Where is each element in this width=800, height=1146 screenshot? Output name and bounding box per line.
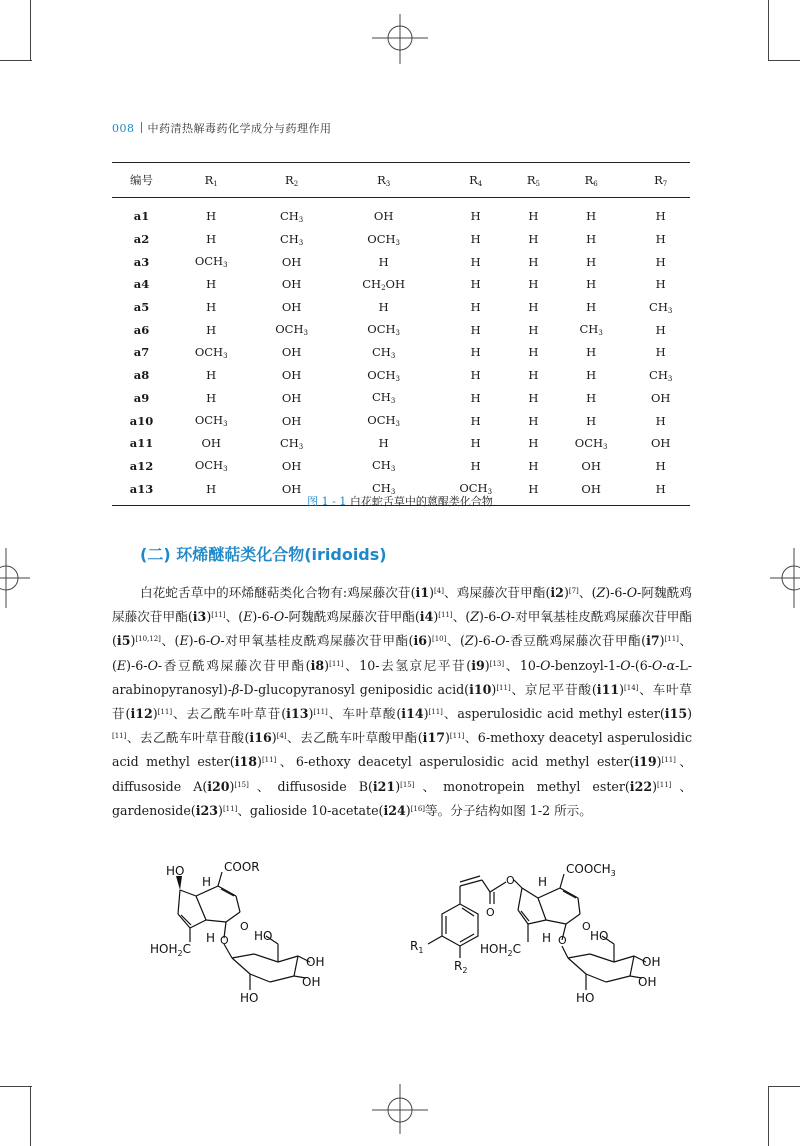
label-oh: OH [642,955,661,969]
substituent-cell: OH [281,458,302,473]
substituent-cell: $OCH_3$ [194,254,228,270]
compound-id: a2 [133,232,150,247]
substituent-cell: H [655,232,666,247]
substituent-cell: H [631,477,690,505]
substituent-cell: $CH_3$ [279,208,304,224]
substituent-cell: OH [281,345,302,360]
table-header-row [112,163,690,198]
crop-mark [768,60,800,61]
substituent-cell: $CH_3$ [371,390,396,406]
substituent-cell: $CH_3$ [649,367,673,383]
substituent-cell: H [528,436,539,451]
substituent-cell: $OCH_3$ [367,322,400,338]
label-ho: HO [166,864,185,878]
substituent-cell: OH [281,390,302,405]
substituent-cell: $OCH_3$ [574,435,608,451]
substituent-cell: OH [650,436,671,451]
substituent-cell: H [655,277,666,292]
label-ho: HO [254,929,273,943]
substituent-cell: H [206,390,217,405]
col-header-r2: $R_2$ [251,163,331,198]
crop-mark [768,0,769,60]
compound-id: a11 [129,436,154,451]
substituent-cell: H [586,345,597,360]
substituent-cell: H [586,277,597,292]
label-r2: $R_2$ [454,959,468,975]
label-h: H [206,931,216,945]
substituent-cell: H [206,277,217,292]
col-header-r1: $R_1$ [171,163,251,198]
compound-id: a9 [133,390,150,405]
label-o: O [240,920,249,933]
structure-iridoid-glycoside [150,858,350,1008]
substituent-cell: H [206,300,217,315]
label-r1: $R_1$ [410,939,424,955]
substituent-cell: OH [251,477,331,505]
substituent-cell: H [655,413,666,428]
substituent-cell: H [655,322,666,337]
header-divider [141,122,142,133]
substituent-cell: H [655,458,666,473]
label-ho: HO [576,991,595,1005]
substituent-cell: H [586,390,597,405]
substituent-cell: $CH_3$ [279,231,304,247]
label-o: O [582,920,591,933]
substituent-cell: H [470,232,481,247]
compound-id: a13 [112,477,171,505]
label-h: H [202,875,212,889]
substituent-cell: H [470,458,481,473]
substituent-cell: H [206,209,217,224]
table-row [112,341,690,364]
table-row [112,432,690,455]
body-paragraph: 白花蛇舌草中的环烯醚萜类化合物有:鸡屎藤次苷(i1)[4]、鸡屎藤次苷甲酯(i2)[7]、(Z)-6-O-阿魏酰鸡屎藤次苷甲酯(i3)[11]、(E)-6-O-阿魏酰鸡屎藤次苷甲酯(i4)[11]、(Z)-6-O-对甲氧基桂皮酰鸡屎藤次苷甲酯(i5)[10,12]、(E)-6-O-对甲氧基桂皮酰鸡屎藤次苷甲酯(i6)[10]、(Z)-6-O-香豆酰鸡屎藤次苷甲酯(i7)[11]、(E)-6-O-香豆酰鸡屎藤次苷甲酯(i8)[11]、10-去氢京尼平苷(i9)[13]、10-O-benzoyl-1-O-(6-O-α-L-arabinopyranosyl)-β-D-glucopyranosyl geniposidic acid(i10)[11]、京尼平苷酸(i11)[14]、车叶草苷(i12)[11]、去乙酰车叶草苷(i13)[11]、车叶草酸(i14)[11]、asperulosidic acid methyl ester(i15)[11]、去乙酰车叶草苷酸(i16)[4]、去乙酰车叶草酸甲酯(i17)[11]、6-methoxy deacetyl asperulosidic acid methyl ester(i18)[11]、6-ethoxy deacetyl asperulosidic acid methyl ester(i19)[11]、diffusoside A(i20)[15]、diffusoside B(i21)[15]、monotropein methyl ester(i22)[11]、gardenoside(i23)[11]、galioside 10-acetate(i24)[16]等。分子结构如图 1-2 所示。 [112,585,693,818]
col-header-r3: $R_3$ [332,163,436,198]
substituent-cell: H [586,209,597,224]
substituent-cell: H [378,300,389,315]
compound-id: a6 [133,322,150,337]
compound-id: a10 [129,413,154,428]
label-oh: OH [302,975,321,989]
substituent-cell: H [586,300,597,315]
table-body [112,198,690,506]
substituent-cell: $OCH_3$ [367,413,400,429]
substituent-cell: H [528,232,539,247]
substituent-cell: $OCH_3$ [367,367,400,383]
substituent-cell: H [528,277,539,292]
substituent-cell: H [470,300,481,315]
substituent-table [112,162,690,506]
registration-mark-right [770,548,800,608]
label-hoh2c: $HOH_2C$ [480,942,521,958]
substituent-cell: H [655,254,666,269]
crop-mark [768,1086,800,1087]
substituent-cell: OH [281,300,302,315]
section-title: (二) 环烯醚萜类化合物(iridoids) [140,545,387,564]
substituent-cell: H [470,209,481,224]
structure-cinnamoyl-iridoid [410,858,690,1008]
substituent-cell: H [171,477,251,505]
substituent-cell: H [470,390,481,405]
substituent-cell: H [528,322,539,337]
col-header-id: 编号 [112,163,171,198]
substituent-cell: H [586,254,597,269]
book-title: 中药清热解毒药化学成分与药理作用 [147,122,332,135]
table-row [112,387,690,410]
table-row [112,250,690,273]
registration-mark-top [372,14,428,64]
compound-id: a7 [133,345,150,360]
substituent-cell: $CH_3$ [279,435,304,451]
label-ho: HO [240,991,259,1005]
substituent-cell: H [378,436,389,451]
substituent-cell: $OCH_3$ [194,413,228,429]
substituent-cell: H [528,209,539,224]
registration-mark-left [0,548,30,608]
table-row [112,455,690,478]
substituent-cell: OH [373,209,394,224]
substituent-cell: OH [281,413,302,428]
substituent-cell: H [586,368,597,383]
col-header-r6: $R_6$ [551,163,631,198]
col-header-r7: $R_7$ [631,163,690,198]
col-header-r4: $R_4$ [435,163,515,198]
substituent-cell: H [206,322,217,337]
label-coor: COOR [224,860,260,874]
substituent-cell: H [470,254,481,269]
figure-caption [0,493,800,509]
label-o: O [558,934,567,947]
crop-mark [30,0,31,60]
compound-id: a4 [133,277,150,292]
substituent-cell: H [470,345,481,360]
running-header [112,120,332,136]
label-ho: HO [590,929,609,943]
substituent-cell: $OCH_3$ [435,477,515,505]
table-row [112,198,690,228]
substituent-cell: H [378,254,389,269]
caption-label: 图 1 - 1 [307,495,347,508]
substituent-cell: $OCH_3$ [275,322,308,338]
table-row [112,318,690,341]
label-o: O [220,934,229,947]
substituent-cell: $CH_3$ [371,458,396,474]
substituent-cell: H [470,436,481,451]
substituent-cell: H [470,413,481,428]
registration-mark-bottom [372,1084,428,1134]
label-o: O [506,874,515,887]
substituent-cell: OH [281,368,302,383]
label-oh: OH [306,955,325,969]
substituent-cell: H [206,232,217,247]
compound-id: a3 [133,254,150,269]
caption-text: 白花蛇舌草中的蒽醌类化合物 [349,495,493,508]
compound-id: a1 [133,209,150,224]
substituent-cell: H [470,322,481,337]
substituent-cell: $CH_3$ [371,344,396,360]
substituent-cell: H [516,477,551,505]
substituent-cell: $CH_3$ [332,477,436,505]
substituent-cell: H [655,209,666,224]
crop-mark [0,1086,32,1087]
table-row [112,228,690,251]
page-number: 008 [112,122,135,135]
label-o: O [486,906,495,919]
substituent-cell: H [586,413,597,428]
substituent-cell: OH [281,277,302,292]
substituent-cell: H [470,368,481,383]
substituent-cell: $CH_3$ [579,322,603,338]
substituent-cell: H [206,368,217,383]
substituent-cell: H [528,368,539,383]
substituent-cell: OH [650,390,671,405]
label-cooch3: $COOCH_3$ [566,862,616,878]
substituent-cell: $CH_2OH$ [362,276,406,292]
substituent-cell: H [528,300,539,315]
compound-id: a8 [133,368,150,383]
crop-mark [30,1086,31,1146]
substituent-cell: H [528,458,539,473]
table-row [112,273,690,296]
compound-id: a5 [133,300,150,315]
substituent-cell: H [528,413,539,428]
crop-mark [0,60,32,61]
crop-mark [768,1086,769,1146]
substituent-cell: OH [551,477,631,505]
substituent-cell: $OCH_3$ [194,344,228,360]
substituent-cell: OH [201,436,221,451]
table-row [112,296,690,319]
substituent-cell: H [470,277,481,292]
substituent-cell: H [586,232,597,247]
label-hoh2c: $HOH_2C$ [150,942,191,958]
label-oh: OH [638,975,657,989]
substituent-cell: H [528,254,539,269]
compound-id: a12 [129,458,154,473]
substituent-cell: H [655,345,666,360]
substituent-cell: OH [281,254,302,269]
substituent-cell: $OCH_3$ [194,458,228,474]
table-row [112,364,690,387]
table-row [112,409,690,432]
substituent-cell: $OCH_3$ [367,231,400,247]
substituent-cell: $CH_3$ [649,299,673,315]
substituent-cell: OH [581,458,601,473]
label-h: H [538,875,548,889]
substituent-cell: H [528,345,539,360]
label-h: H [542,931,552,945]
col-header-r5: $R_5$ [516,163,551,198]
substituent-cell: H [528,390,539,405]
